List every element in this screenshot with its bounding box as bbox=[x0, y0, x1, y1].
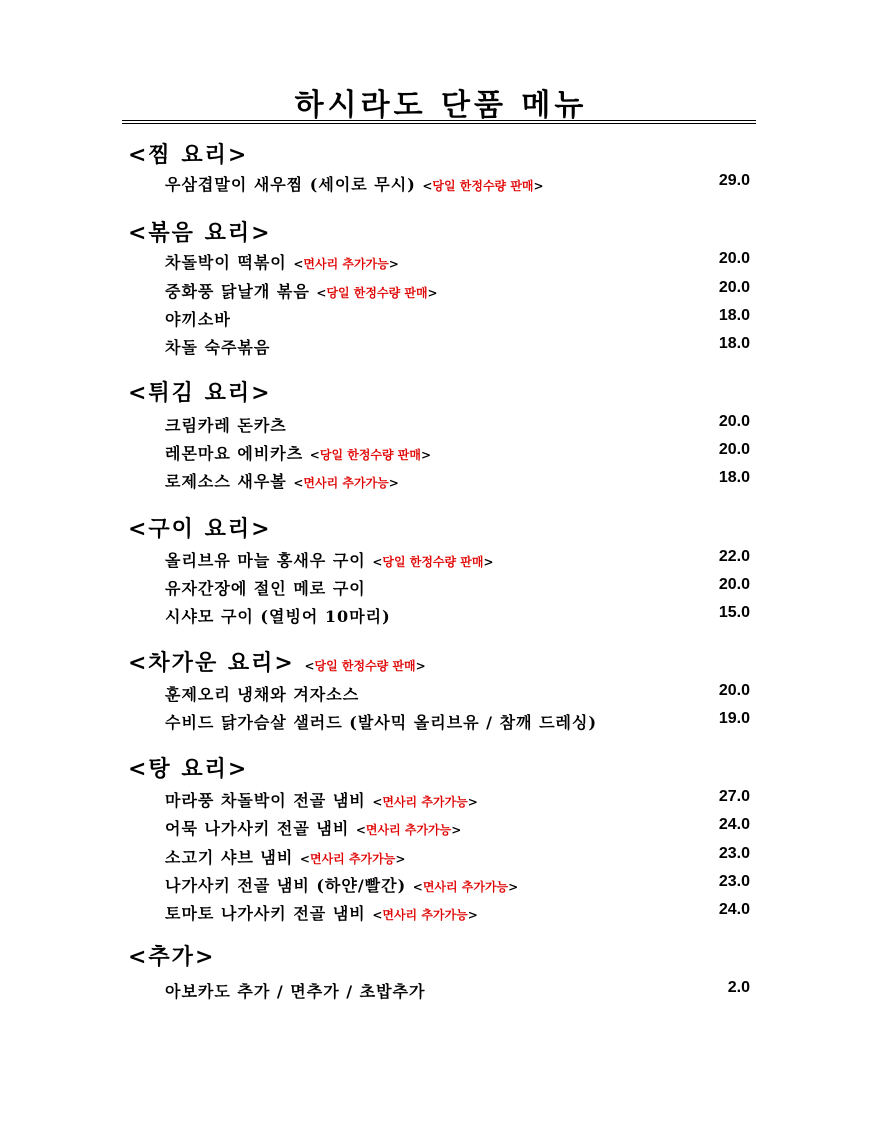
menu-item bbox=[165, 901, 750, 923]
menu-item bbox=[165, 682, 750, 704]
menu-item-price: 29.0 bbox=[718, 172, 750, 189]
menu-item-name bbox=[165, 873, 518, 896]
note-text: 당일 한정수량 판매 bbox=[382, 555, 484, 569]
menu-item-name-text: 로제소스 새우볼 bbox=[165, 472, 287, 491]
menu-item-price: 2.0 bbox=[727, 979, 750, 996]
menu-item bbox=[165, 604, 750, 626]
limited-note bbox=[372, 795, 477, 809]
note-bracket: > bbox=[415, 659, 426, 673]
menu-item-price: 27.0 bbox=[718, 788, 750, 805]
menu-item-name-text: 소고기 샤브 냄비 bbox=[165, 848, 294, 867]
limited-note bbox=[356, 823, 461, 837]
menu-item-name-text: 나가사키 전골 냄비 (하얀/빨간) bbox=[165, 876, 407, 895]
menu-item bbox=[165, 413, 750, 435]
menu-item-name-text: 차돌 숙주볶음 bbox=[165, 338, 271, 357]
menu-item-price: 20.0 bbox=[718, 250, 750, 267]
section-heading bbox=[128, 216, 272, 247]
note-bracket: < bbox=[299, 852, 310, 866]
note-text: 당일 한정수량 판매 bbox=[314, 659, 416, 673]
menu-item-name bbox=[165, 307, 231, 330]
note-bracket: < bbox=[422, 179, 433, 193]
menu-item-name bbox=[165, 576, 366, 599]
note-bracket: < bbox=[412, 880, 423, 894]
menu-item-price: 20.0 bbox=[718, 576, 750, 593]
menu-item-name bbox=[165, 279, 438, 302]
menu-item-name bbox=[165, 845, 405, 868]
menu-item-price: 19.0 bbox=[718, 710, 750, 727]
limited-note bbox=[310, 448, 431, 462]
menu-item-name bbox=[165, 788, 478, 811]
menu-item-name-text: 차돌박이 떡볶이 bbox=[165, 253, 287, 272]
section-heading-text: <찜 요리> bbox=[128, 142, 249, 168]
section-heading-text: <탕 요리> bbox=[128, 756, 249, 782]
limited-note bbox=[300, 852, 405, 866]
note-bracket: > bbox=[451, 823, 462, 837]
section-heading-text: <구이 요리> bbox=[128, 516, 272, 542]
limited-note bbox=[316, 286, 437, 300]
section-heading-text: <차가운 요리> bbox=[128, 650, 295, 676]
menu-item-price: 20.0 bbox=[718, 413, 750, 430]
limited-note bbox=[372, 555, 493, 569]
section-heading-text: <볶음 요리> bbox=[128, 220, 272, 246]
note-bracket: > bbox=[388, 257, 399, 271]
note-bracket: < bbox=[309, 448, 320, 462]
note-bracket: > bbox=[388, 476, 399, 490]
limited-note bbox=[304, 659, 425, 673]
menu-item-price: 20.0 bbox=[718, 279, 750, 296]
menu-item bbox=[165, 335, 750, 357]
menu-item bbox=[165, 469, 750, 491]
limited-note bbox=[413, 880, 518, 894]
menu-item bbox=[165, 307, 750, 329]
limited-note bbox=[372, 908, 477, 922]
menu-item-name bbox=[165, 816, 461, 839]
menu-item-name-text: 아보카도 추가 / 면추가 / 초밥추가 bbox=[165, 982, 426, 1001]
note-text: 면사리 추가가능 bbox=[382, 908, 468, 922]
title-divider bbox=[122, 120, 756, 124]
note-bracket: > bbox=[467, 795, 478, 809]
note-bracket: > bbox=[395, 852, 406, 866]
menu-item-name-text: 시샤모 구이 (열빙어 10마리) bbox=[165, 607, 391, 626]
menu-item-name-text: 어묵 나가사키 전골 냄비 bbox=[165, 819, 350, 838]
menu-item-price: 23.0 bbox=[718, 845, 750, 862]
menu-item-price: 20.0 bbox=[718, 682, 750, 699]
menu-item bbox=[165, 548, 750, 570]
note-text: 당일 한정수량 판매 bbox=[319, 448, 421, 462]
menu-item-name bbox=[165, 413, 287, 436]
menu-item-name bbox=[165, 604, 391, 627]
note-text: 면사리 추가가능 bbox=[382, 795, 468, 809]
note-text: 면사리 추가가능 bbox=[422, 880, 509, 894]
note-bracket: > bbox=[427, 286, 438, 300]
section-heading bbox=[128, 646, 426, 677]
menu-item-name-text: 크림카레 돈카츠 bbox=[165, 416, 287, 435]
section-heading bbox=[128, 376, 272, 407]
note-text: 면사리 추가가능 bbox=[365, 823, 452, 837]
note-bracket: > bbox=[420, 448, 432, 462]
menu-item bbox=[165, 788, 750, 810]
menu-item-price: 18.0 bbox=[718, 307, 750, 324]
page-title: 하시라도 단품 메뉴 bbox=[294, 88, 588, 123]
note-bracket: > bbox=[467, 908, 478, 922]
menu-item-name bbox=[165, 979, 425, 1002]
section-heading bbox=[128, 940, 215, 971]
limited-note bbox=[293, 257, 398, 271]
menu-item bbox=[165, 816, 750, 838]
menu-item-name bbox=[165, 469, 399, 492]
section-heading bbox=[128, 752, 248, 783]
menu-item bbox=[165, 576, 750, 598]
note-bracket: < bbox=[355, 823, 366, 837]
menu-item-price: 22.0 bbox=[718, 548, 750, 565]
menu-item-price: 15.0 bbox=[718, 604, 750, 621]
menu-item-price: 20.0 bbox=[718, 441, 750, 458]
menu-item-name-text: 야끼소바 bbox=[165, 310, 231, 329]
section-heading bbox=[128, 138, 248, 169]
note-text: 당일 한정수량 판매 bbox=[326, 286, 428, 300]
menu-item-price: 24.0 bbox=[718, 901, 750, 918]
note-bracket: < bbox=[372, 795, 383, 809]
menu-item bbox=[165, 441, 750, 463]
section-heading-text: <튀김 요리> bbox=[128, 380, 272, 406]
menu-item-name-text: 레몬마요 에비카츠 bbox=[165, 444, 304, 463]
note-text: 당일 한정수량 판매 bbox=[432, 179, 534, 193]
menu-item-name bbox=[165, 710, 597, 733]
note-bracket: < bbox=[372, 908, 383, 922]
menu-item-name-text: 중화풍 닭날개 볶음 bbox=[165, 282, 310, 301]
menu-item bbox=[165, 250, 750, 272]
note-text: 면사리 추가가능 bbox=[309, 852, 396, 866]
menu-item-name bbox=[165, 682, 359, 705]
menu-item-price: 24.0 bbox=[718, 816, 750, 833]
menu-item-name bbox=[165, 441, 431, 464]
note-bracket: < bbox=[293, 257, 304, 271]
menu-item-price: 23.0 bbox=[718, 873, 750, 890]
menu-item bbox=[165, 279, 750, 301]
note-text: 면사리 추가가능 bbox=[303, 257, 389, 271]
menu-item-name-text: 올리브유 마늘 홍새우 구이 bbox=[165, 551, 366, 570]
menu-item-price: 18.0 bbox=[718, 469, 750, 486]
menu-item bbox=[165, 873, 750, 895]
limited-note bbox=[293, 476, 398, 490]
note-bracket: < bbox=[316, 286, 327, 300]
menu-item-name-text: 우삼겹말이 새우찜 (세이로 무시) bbox=[165, 175, 416, 194]
section-heading-text: <추가> bbox=[128, 944, 216, 970]
menu-item bbox=[165, 979, 750, 1001]
limited-note bbox=[422, 179, 543, 193]
note-bracket: > bbox=[483, 555, 494, 569]
menu-item-name-text: 토마토 나가사키 전골 냄비 bbox=[165, 904, 366, 923]
note-text: 면사리 추가가능 bbox=[303, 476, 389, 490]
menu-item-name bbox=[165, 250, 399, 273]
menu-item-name bbox=[165, 548, 494, 571]
menu-item-name-text: 유자간장에 절인 메로 구이 bbox=[165, 579, 366, 598]
menu-item-name-text: 마라풍 차돌박이 전골 냄비 bbox=[165, 791, 366, 810]
note-bracket: < bbox=[304, 659, 315, 673]
note-bracket: < bbox=[293, 476, 304, 490]
menu-item-name-text: 훈제오리 냉채와 겨자소스 bbox=[165, 685, 360, 704]
menu-item-name bbox=[165, 901, 478, 924]
note-bracket: < bbox=[372, 555, 383, 569]
menu-item-price: 18.0 bbox=[718, 335, 750, 352]
menu-item bbox=[165, 710, 750, 732]
note-bracket: > bbox=[533, 179, 544, 193]
menu-item-name bbox=[165, 172, 544, 195]
note-bracket: > bbox=[508, 880, 519, 894]
menu-item-name-text: 수비드 닭가슴살 샐러드 (발사믹 올리브유 / 참깨 드레싱) bbox=[165, 713, 598, 732]
menu-item bbox=[165, 172, 750, 194]
menu-item bbox=[165, 845, 750, 867]
menu-item-name bbox=[165, 335, 270, 358]
section-heading bbox=[128, 512, 272, 543]
